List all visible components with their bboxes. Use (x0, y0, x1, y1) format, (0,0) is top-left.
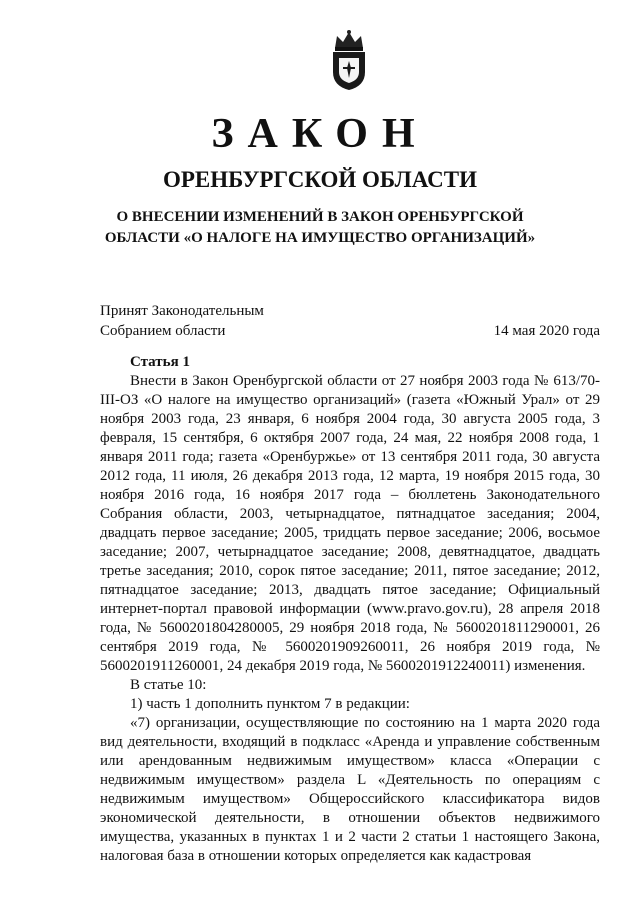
law-subtitle-line2: ОБЛАСТИ «О НАЛОГЕ НА ИМУЩЕСТВО ОРГАНИЗАЦИЙ» (104, 230, 536, 246)
article-paragraph-2: В статье 10: (130, 677, 207, 693)
article-heading: Статья 1 (130, 354, 190, 370)
law-subtitle-line1: О ВНЕСЕНИИ ИЗМЕНЕНИЙ В ЗАКОН ОРЕНБУРГСКОЙ (116, 209, 524, 225)
coat-of-arms-icon (327, 28, 371, 92)
law-title: ЗАКОН (211, 111, 429, 157)
adoption-info (100, 301, 264, 341)
law-subtitle (0, 207, 640, 249)
article-paragraph-1: Внести в Закон Оренбургской области от 27 ноября 2003 года № 613/70-III-ОЗ «О налоге на имущество организаций» (газета «Южный Урал» от 29 ноября 2003 года, 23 января, 6 ноября 2004 года, 30 августа 2005 года, 3 февраля, 15 сентября, 6 октября 2007 года, 24 мая, 22 ноября 2008 года, 1 января 2011 года; газета «Оренбуржье» от 13 сентября 2011 года, 30 августа 2012 года, 11 июля, 26 декабря 2013 года, 12 марта, 19 ноября 2015 года, 30 ноября 2016 года, 16 ноября 2017 года – бюллетень Законодательного Собрания области, 2003, четырнадцатое, пятнадцатое заседания; 2004, двадцать первое заседание; 2005, тридцать первое заседание; 2006, восьмое заседание; 2007, четырнадцатое заседание; 2008, девятнадцатое, двадцать третье заседания; 2010, сорок пятое заседание; 2011, пятое заседание; 2012, пятнадцатое заседание; 2013, двадцать пятое заседание; Официальный интернет-портал правовой информации (www.pravo.gov.ru), 28 апреля 2018 года, № 5600201804280005, 29 ноября 2018 года, № 5600201811290001, 26 сентября 2019 года, № 5600201909260011, 26 ноября 2019 года, № 5600201911260001, 24 декабря 2019 года, № 5600201912240011) изменения. (100, 373, 600, 674)
law-body (100, 353, 600, 866)
article-paragraph-4: «7) организации, осуществляющие по состоянию на 1 марта 2020 года вид деятельности, входящий в подкласс «Аренда и управление собственным или арендованным недвижимым имуществом» класса «Операции с недвижимым имуществом» раздела L «Деятельность по операциям с недвижимым имуществом» Общероссийского классификатора видов экономической деятельности, в отношении объектов недвижимого имущества, указанных в пунктах 1 и 2 части 2 статьи 1 настоящего Закона, налоговая база в отношении которых определяется как кадастровая (100, 715, 600, 864)
adoption-line2: Собранием области (100, 323, 226, 339)
article-paragraph-3: 1) часть 1 дополнить пунктом 7 в редакции: (130, 696, 410, 712)
adoption-line1: Принят Законодательным (100, 303, 264, 319)
adoption-date: 14 мая 2020 года (493, 323, 600, 339)
region-title: ОРЕНБУРГСКОЙ ОБЛАСТИ (162, 167, 478, 192)
